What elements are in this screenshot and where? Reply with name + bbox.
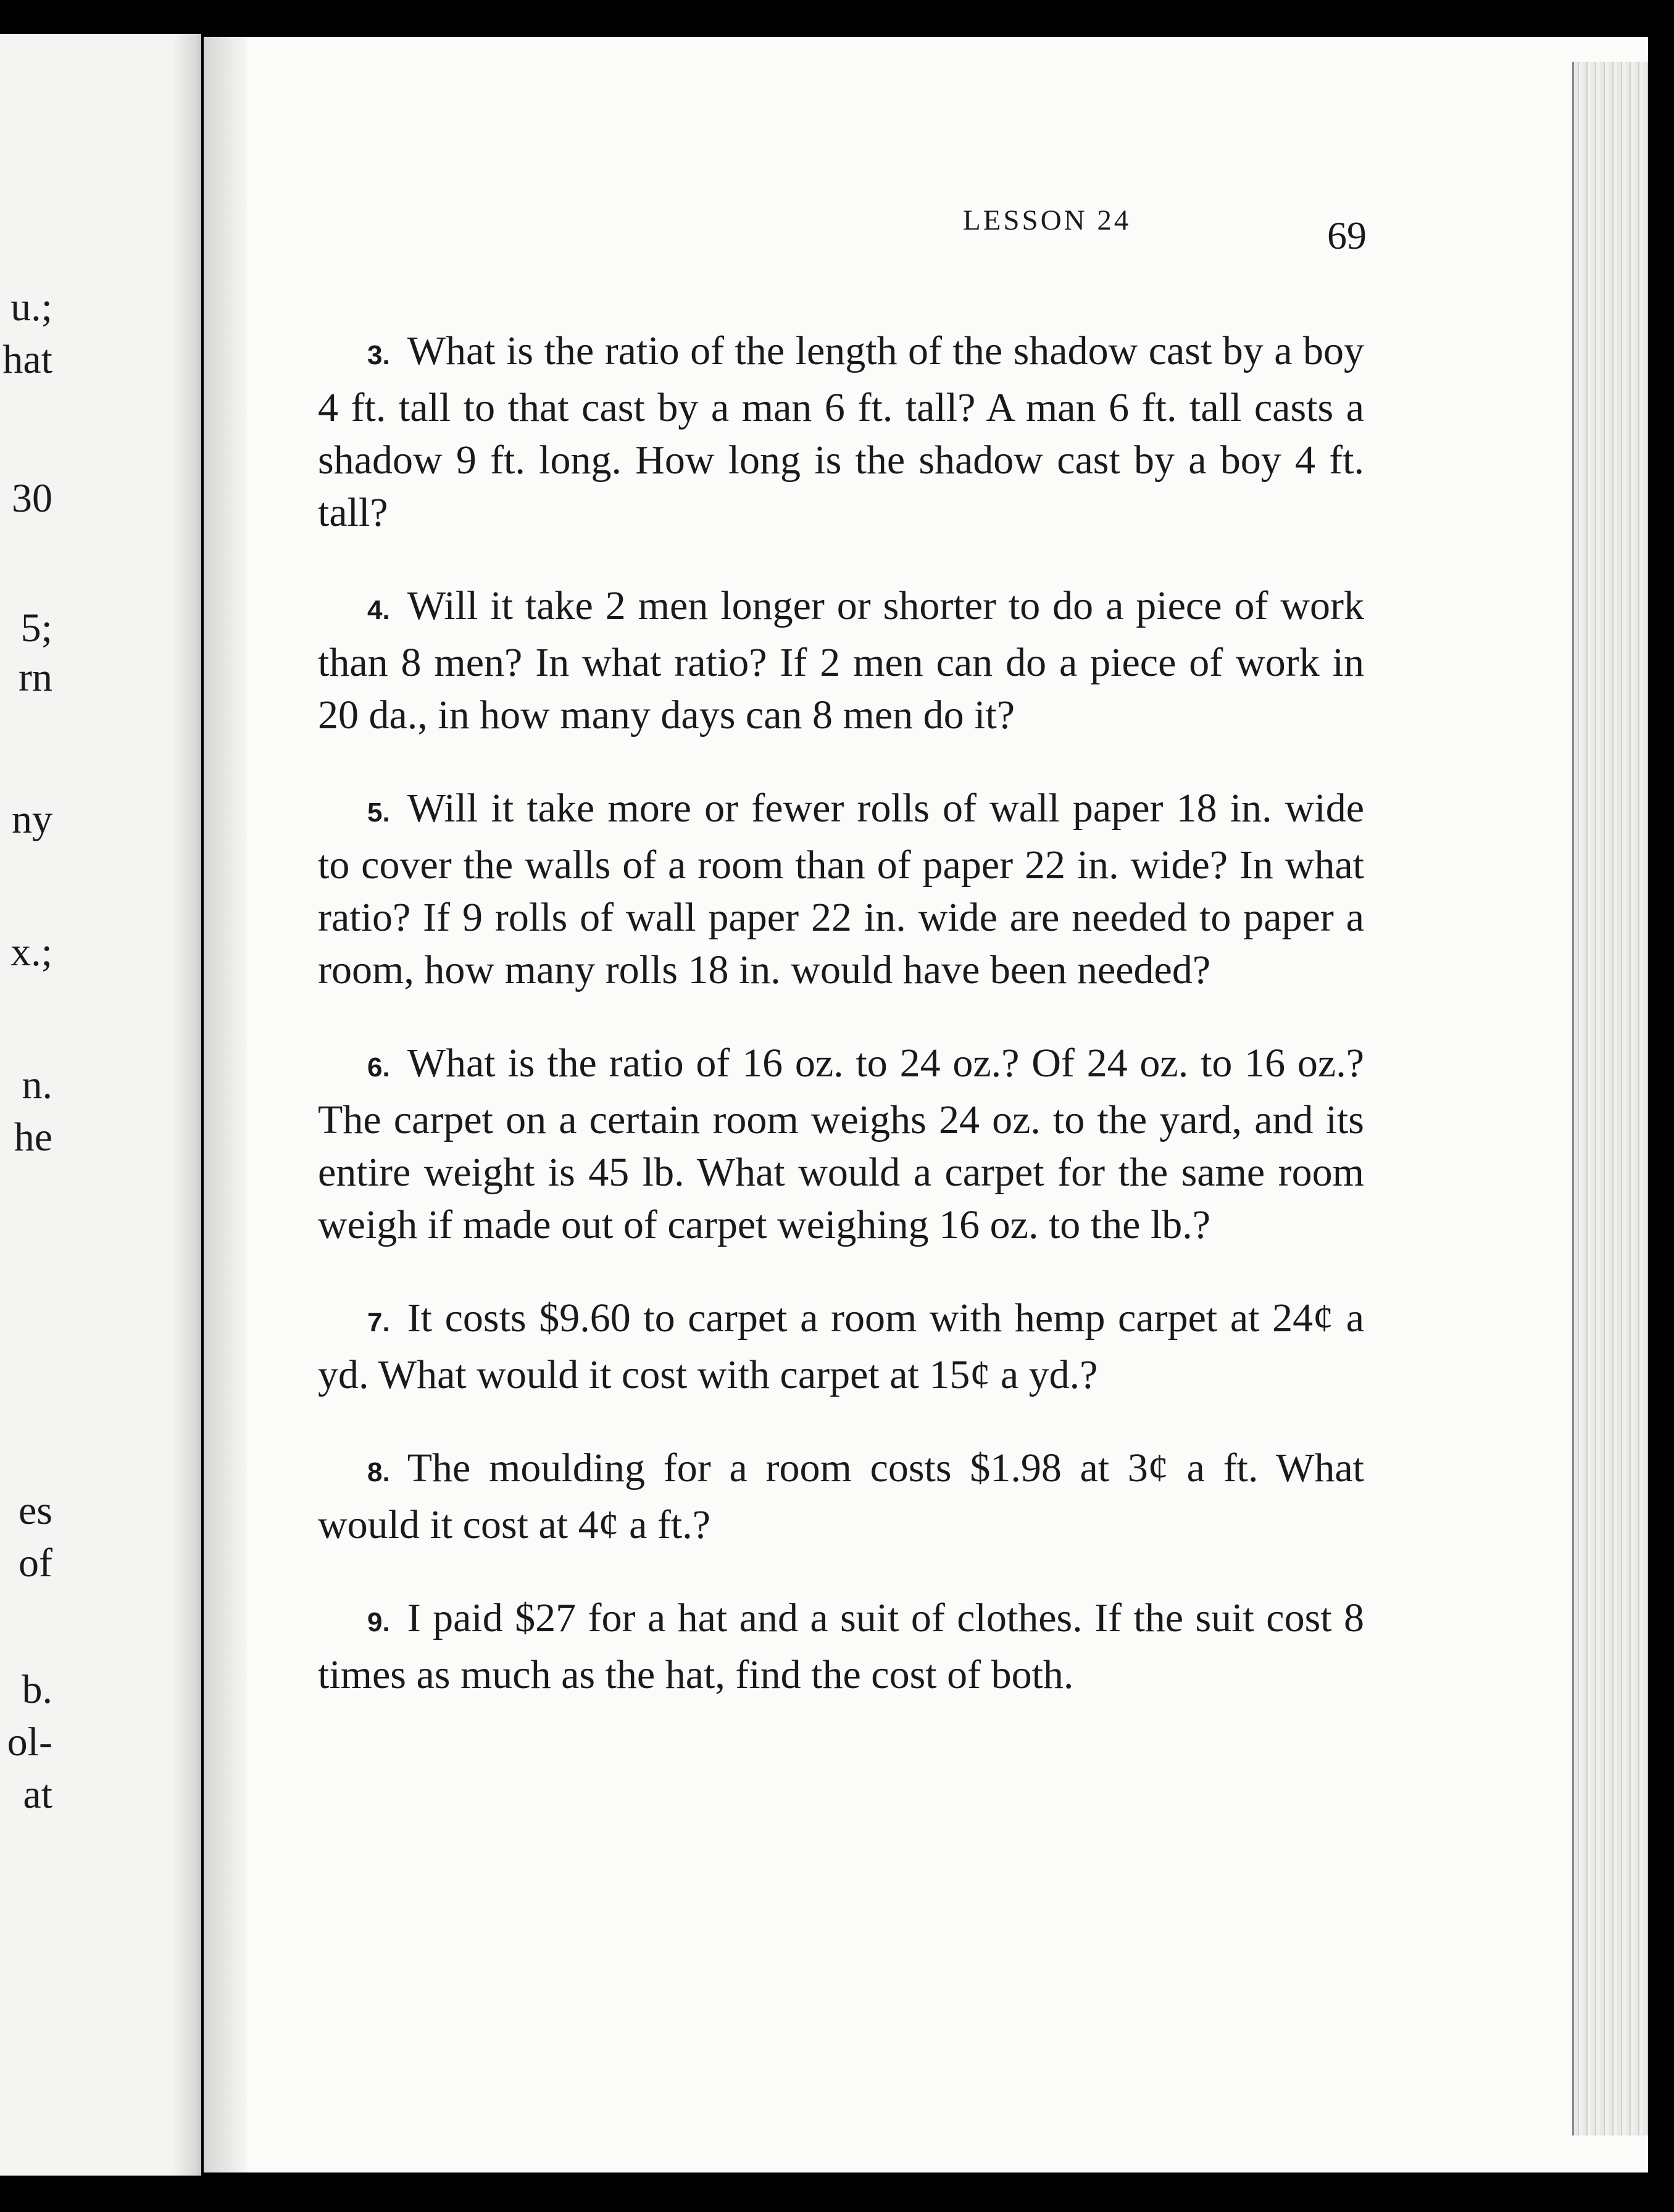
left-fragment: es <box>19 1488 52 1533</box>
problem-number: 5. <box>367 797 390 828</box>
page-edges <box>1572 62 1648 2135</box>
problem-text: The moulding for a room costs $1.98 at 3¢ a ft. What would it cost at 4¢ a ft.? <box>318 1445 1364 1547</box>
left-fragment: n. <box>22 1062 52 1107</box>
problem-text: What is the ratio of the length of the shadow cast by a boy 4 ft. tall to that cast by a man 6 ft. tall? A man 6 ft. tall casts a shadow 9 ft. long. How long is the shadow cast by a boy 4 ft. tall? <box>318 328 1364 535</box>
left-fragment: 30 <box>12 476 52 521</box>
problem-number: 3. <box>367 340 390 370</box>
problem-item <box>318 580 1364 741</box>
left-fragment: at <box>23 1772 52 1817</box>
lesson-title: LESSON 24 <box>963 204 1131 236</box>
problem-item <box>318 782 1364 996</box>
left-fragment: ny <box>12 797 52 842</box>
problem-number: 8. <box>367 1457 390 1487</box>
problem-text: I paid $27 for a hat and a suit of clothes. If the suit cost 8 times as much as the hat, find the cost of both. <box>318 1595 1364 1697</box>
left-fragment: rn <box>19 655 52 700</box>
left-facing-page <box>0 34 201 2176</box>
problem-item <box>318 325 1364 539</box>
left-fragment: b. <box>22 1667 52 1712</box>
problem-item <box>318 1592 1364 1701</box>
problem-item <box>318 1037 1364 1251</box>
left-fragment: hat <box>2 337 52 382</box>
page-gutter <box>204 37 247 2172</box>
problem-number: 6. <box>367 1052 390 1083</box>
left-fragment: of <box>19 1540 52 1586</box>
problem-text: It costs $9.60 to carpet a room with hemp carpet at 24¢ a yd. What would it cost with carpet at 15¢ a yd.? <box>318 1295 1364 1397</box>
problem-number: 9. <box>367 1607 390 1637</box>
problem-number: 4. <box>367 595 390 625</box>
problem-list <box>318 284 1364 1731</box>
problem-text: Will it take more or fewer rolls of wall paper 18 in. wide to cover the walls of a room than of paper 22 in. wide? In what ratio? If 9 rolls of wall paper 22 in. wide are needed to paper a room, how many rolls 18 in. would have been needed? <box>318 786 1364 992</box>
book-page <box>204 37 1648 2172</box>
left-fragment: u.; <box>10 285 52 330</box>
problem-item <box>318 1292 1364 1401</box>
left-fragment: he <box>14 1115 52 1160</box>
problem-number: 7. <box>367 1307 390 1337</box>
problem-text: What is the ratio of 16 oz. to 24 oz.? Of 24 oz. to 16 oz.? The carpet on a certain room weighs 24 oz. to the yard, and its entire weight is 45 lb. What would a carpet for the same room weigh if made out of carpet weighing 16 oz. to the lb.? <box>318 1041 1364 1247</box>
problem-text: Will it take 2 men longer or shorter to do a piece of work than 8 men? In what ratio? If 2 men can do a piece of work in 20 da., in how many days can 8 men do it? <box>318 583 1364 738</box>
left-fragment: 5; <box>20 605 52 651</box>
left-fragment: x.; <box>10 929 52 975</box>
left-gutter-shadow <box>173 34 198 2176</box>
page-number: 69 <box>1327 214 1367 257</box>
problem-item <box>318 1442 1364 1551</box>
left-fragment: ol- <box>7 1719 52 1765</box>
